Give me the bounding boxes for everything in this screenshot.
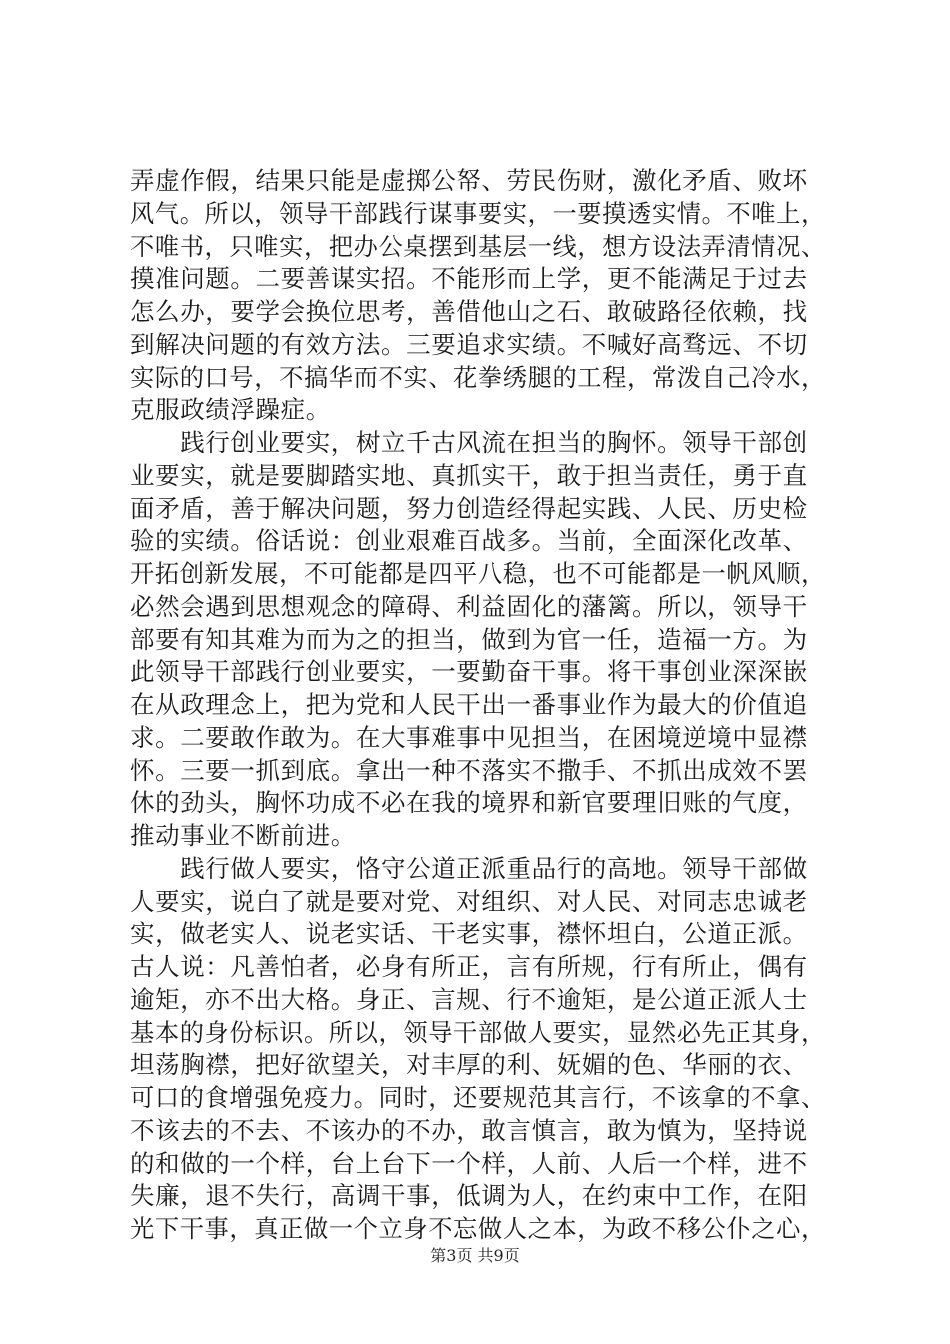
text-line: 验的实绩。俗话说：创业艰难百战多。当前，全面深化改革、 [130, 526, 808, 556]
text-line: 风气。所以，领导干部践行谋事要实，一要摸透实情。不唯上， [130, 198, 826, 228]
text-line: 面矛盾，善于解决问题，努力创造经得起实践、人民、历史检 [130, 493, 808, 523]
text-line: 基本的身份标识。所以，领导干部做人要实，显然必先正其身， [130, 1017, 826, 1047]
text-line: 弄虚作假，结果只能是虚掷公帑、劳民伤财，激化矛盾、败坏 [130, 166, 808, 195]
text-line: 开拓创新发展，不可能都是四平八稳，也不可能都是一帆风顺， [130, 559, 826, 588]
text-line: 的和做的一个样，台上台下一个样，人前、人后一个样，进不 [130, 1148, 808, 1178]
body-text [130, 165, 830, 1246]
text-line: 人要实，说白了就是要对党、对组织、对人民、对同志忠诚老 [130, 886, 808, 916]
text-line: 到解决问题的有效方法。三要追求实绩。不喊好高骛远、不切 [130, 329, 808, 359]
text-line: 部要有知其难为而为之的担当，做到为官一任，造福一方。为 [130, 624, 808, 654]
text-line: 坦荡胸襟，把好欲望关，对丰厚的利、妩媚的色、华丽的衣、 [130, 1050, 808, 1080]
text-line: 业要实，就是要脚踏实地、真抓实干，敢于担当责任，勇于直 [130, 460, 808, 490]
text-line: 怎么办，要学会换位思考，善借他山之石、敢破路径依赖，找 [130, 297, 808, 326]
text-line: 实，做老实人、说老实话、干老实事，襟怀坦白，公道正派。 [130, 919, 808, 949]
text-line: 逾矩，亦不出大格。身正、言规、行不逾矩，是公道正派人士 [130, 984, 808, 1014]
text-line: 失廉，退不失行，高调干事，低调为人，在约束中工作，在阳 [130, 1181, 808, 1211]
text-line: 此领导干部践行创业要实，一要勤奋干事。将干事创业深深嵌 [130, 657, 808, 687]
text-line: 求。二要敢作敢为。在大事难事中见担当，在困境逆境中显襟 [130, 722, 808, 752]
text-line: 推动事业不断前进。 [130, 821, 356, 850]
text-line: 可口的食增强免疫力。同时，还要规范其言行，不该拿的不拿、 [130, 1083, 826, 1112]
text-line: 不唯书，只唯实，把办公桌摆到基层一线，想方设法弄清情况、 [130, 231, 826, 261]
text-line: 不该去的不去、不该办的不办，敢言慎言，敢为慎为，坚持说 [130, 1115, 808, 1145]
text-line: 践行创业要实，树立千古风流在担当的胸怀。领导干部创 [130, 428, 808, 457]
text-line: 怀。三要一抓到底。拿出一种不落实不撒手、不抓出成效不罢 [130, 755, 808, 785]
text-line: 古人说：凡善怕者，必身有所正，言有所规，行有所止，偶有 [130, 952, 808, 981]
text-line: 摸准问题。二要善谋实招。不能形而上学，更不能满足于过去 [130, 264, 808, 294]
text-line: 光下干事，真正做一个立身不忘做人之本，为政不移公仆之心， [130, 1214, 826, 1243]
text-line: 休的劲头，胸怀功成不必在我的境界和新官要理旧账的气度， [130, 788, 808, 818]
text-line: 实际的口号，不搞华而不实、花拳绣腿的工程，常泼自己冷水， [130, 362, 826, 392]
text-line: 克服政绩浮躁症。 [130, 395, 331, 425]
text-line: 必然会遇到思想观念的障碍、利益固化的藩篱。所以，领导干 [130, 591, 808, 621]
page-footer: 第3页 共9页 [430, 1246, 520, 1265]
text-line: 践行做人要实，恪守公道正派重品行的高地。领导干部做 [130, 853, 808, 883]
text-line: 在从政理念上，把为党和人民干出一番事业作为最大的价值追 [130, 690, 808, 719]
